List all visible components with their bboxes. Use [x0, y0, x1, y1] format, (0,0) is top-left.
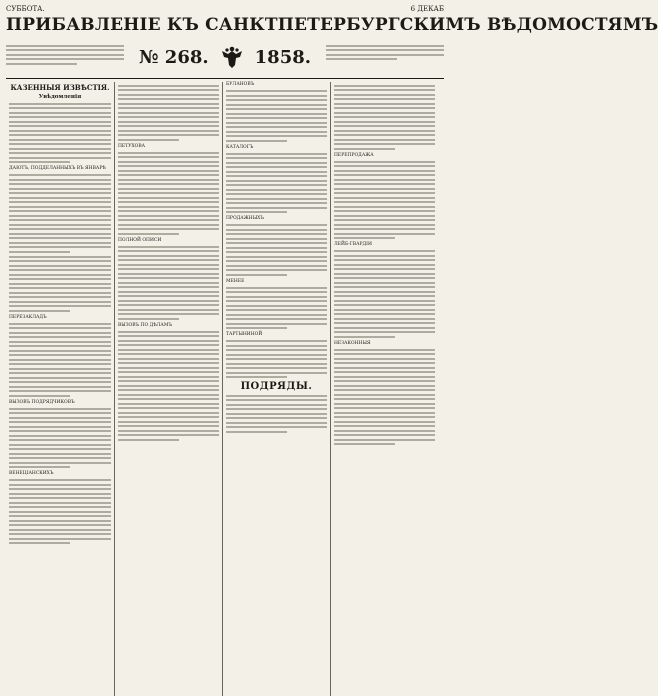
article — [9, 256, 111, 312]
issue-header — [6, 38, 444, 76]
masthead: ПРИБАВЛЕНІЕ КЪ САНКТПЕТЕРБУРГСКИМЪ ВѢДОМОСТЯМЪ — [6, 15, 658, 35]
article — [9, 471, 111, 544]
article-highlight: ВЕНЕЦІАНСКИХЪ — [9, 471, 54, 476]
article — [226, 216, 327, 276]
article — [226, 82, 327, 142]
top-line — [6, 5, 444, 14]
article — [118, 323, 219, 441]
section-title-contracts: ПОДРЯДЫ. — [240, 381, 313, 392]
subscription-notice-left — [6, 42, 124, 72]
article-highlight: ПЕРЕПРОДАЖА — [334, 152, 374, 158]
column-1 — [6, 82, 114, 696]
issue-block — [124, 44, 326, 70]
header-rule — [6, 78, 444, 79]
day-label: СУББОТА. — [6, 5, 45, 13]
article — [9, 400, 111, 469]
article — [334, 85, 435, 150]
article — [226, 279, 327, 330]
article-highlight: КАТАЛОГЪ — [226, 144, 254, 150]
article-highlight: ПЕТУХОВА — [118, 143, 146, 149]
issue-number: № 268. — [138, 46, 209, 68]
article — [334, 242, 435, 338]
section-title: КАЗЕННЫЯ ИЗВѢСТІЯ. — [10, 83, 110, 92]
article-highlight: ЛЕЙБ-ГВАРДІИ — [334, 242, 372, 247]
article — [226, 332, 327, 378]
column-4 — [330, 82, 438, 696]
article-highlight: ПРОДАЖНЫХЪ — [226, 216, 264, 221]
subscription-notice-right — [326, 42, 444, 72]
issue-year: 1858. — [254, 46, 312, 68]
article — [118, 85, 219, 141]
article-highlight: МЕНЕЕ — [226, 278, 245, 284]
article-highlight: ВЫЗОВЪ ПО ДѢЛАМЪ — [118, 322, 173, 328]
article — [226, 395, 327, 433]
article-highlight: ВЫЗОВЪ ПОДРЯДЧИКОВЪ — [9, 399, 75, 405]
article-highlight: ПЕРЕЗАКЛАДЪ — [9, 314, 47, 320]
article — [334, 153, 435, 240]
article — [118, 144, 219, 235]
section-subtitle: Увѣдомленія — [38, 94, 82, 100]
article-highlight: ПОЛНОЙ ОПИСИ — [118, 237, 162, 243]
article-highlight: НЕЗАКОННЫЯ — [334, 340, 371, 346]
article-highlight: ДАЮТЪ, ПОДДЕЛАННЫХЪ ВЪ ЯНВАРѢ — [9, 166, 106, 171]
article — [9, 166, 111, 253]
article — [9, 103, 111, 164]
article-highlight: ТАРТЫНИНОЙ — [226, 332, 263, 337]
double-headed-eagle-icon — [219, 44, 245, 70]
article — [118, 238, 219, 320]
column-2 — [114, 82, 222, 696]
article — [226, 145, 327, 214]
column-3 — [222, 82, 330, 696]
date-label: 6 ДЕКАБ — [410, 5, 444, 13]
article — [334, 341, 435, 446]
article-highlight: БУЛАНОВЪ — [226, 82, 255, 87]
article — [9, 315, 111, 397]
columns — [6, 82, 444, 696]
